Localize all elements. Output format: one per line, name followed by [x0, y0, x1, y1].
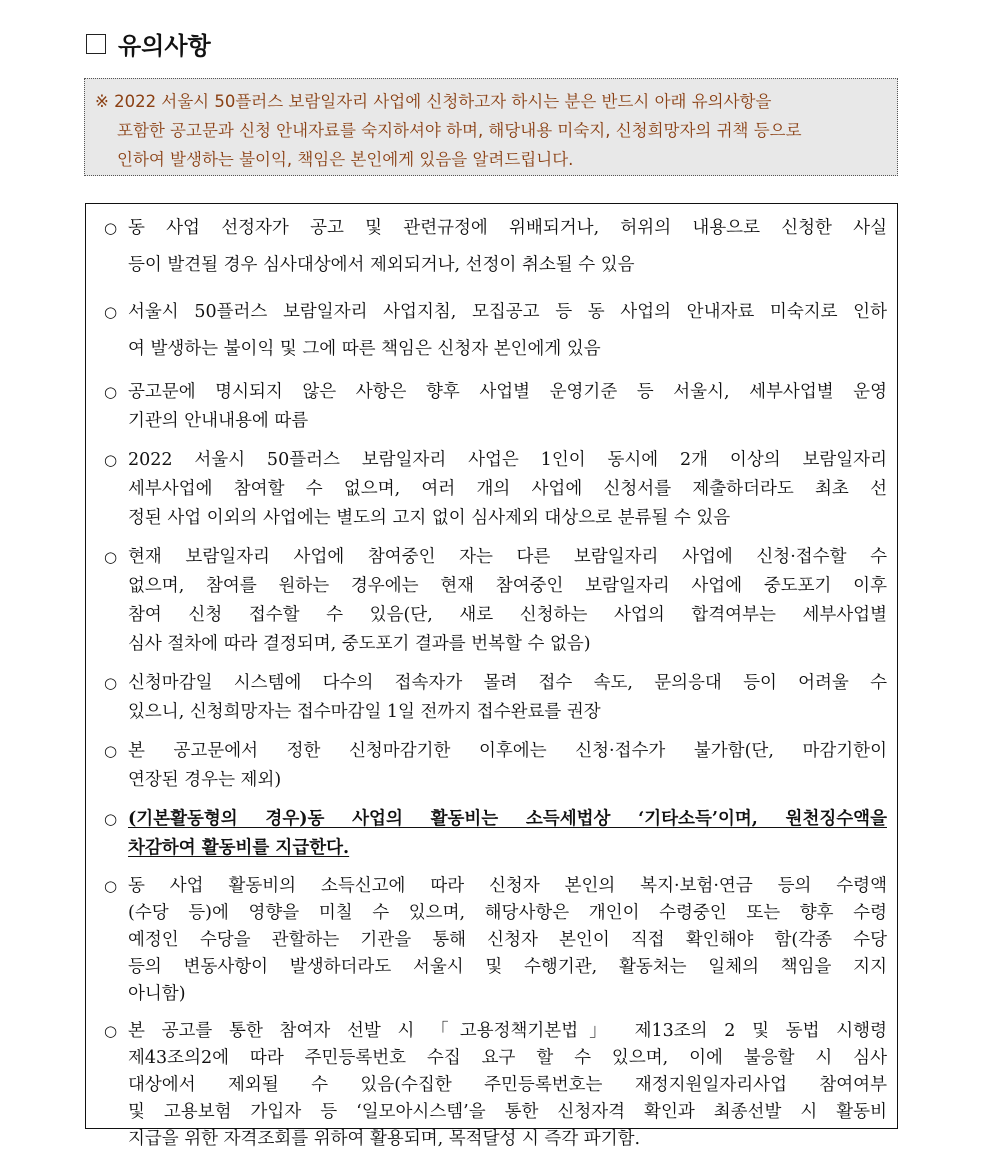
item-line: 정된 사업 이외의 사업에는 별도의 고지 없이 심사제외 대상으로 분류될 수 있음: [128, 508, 731, 528]
notice-line: ※ 2022 서울시 50플러스 보람일자리 사업에 신청하고자 하시는 분은 반드시 아래 유의사항을: [95, 92, 772, 111]
item-line: 대상에서 제외될 수 있음(수집한 주민등록번호는 재정지원일자리사업 참여여부: [128, 1075, 887, 1095]
item-line: 현재 보람일자리 사업에 참여중인 자는 다른 보람일자리 사업에 신청·접수할 수: [128, 547, 887, 567]
item-line: 제43조의2에 따라 주민등록번호 수집 요구 할 수 있으며, 이에 불응할 시 심사: [128, 1048, 887, 1068]
list-item: [104, 446, 887, 533]
list-item: [104, 669, 887, 727]
item-line: 있으니, 신청희망자는 접수마감일 1일 전까지 접수완료를 권장: [128, 702, 601, 722]
item-line: 아니함): [128, 984, 186, 1004]
notice-line: 포함한 공고문과 신청 안내자료를 숙지하셔야 하며, 해당내용 미숙지, 신청희망자의 귀책 등으로: [117, 121, 802, 140]
circle-bullet-icon: ○: [104, 1022, 118, 1040]
item-line: 지급을 위한 자격조회를 위하여 활용되며, 목적달성 시 즉각 파기함.: [128, 1129, 641, 1149]
item-line: 신청마감일 시스템에 다수의 접속자가 몰려 접수 속도, 문의응대 등이 어려울 수: [128, 673, 887, 693]
item-line: 본 공고문에서 정한 신청마감기한 이후에는 신청·접수가 불가함(단, 마감기한이: [128, 741, 887, 761]
empty-square-icon: [86, 34, 106, 54]
precautions-list: [85, 203, 898, 1149]
list-item: [104, 737, 887, 795]
circle-bullet-icon: ○: [104, 877, 118, 895]
item-line: 기관의 안내내용에 따름: [128, 411, 309, 431]
item-line: 예정인 수당을 관할하는 기관을 통해 신청자 본인이 직접 확인해야 함(각종 수당: [128, 930, 887, 950]
circle-bullet-icon: ○: [104, 742, 118, 760]
item-line: 본 공고를 통한 참여자 선발 시 「고용정책기본법」 제13조의 2 및 동법 시행령: [128, 1021, 887, 1041]
item-line: 세부사업에 참여할 수 없으며, 여러 개의 사업에 신청서를 제출하더라도 최초 선: [128, 479, 887, 499]
section-heading: [86, 26, 211, 61]
item-line: 서울시 50플러스 보람일자리 사업지침, 모집공고 등 동 사업의 안내자료 미숙지로 인하: [128, 302, 887, 322]
item-line: 및 고용보험 가입자 등 ‘일모아시스템’을 통한 신청자격 확인과 최종선발 시 활동비: [128, 1102, 887, 1122]
circle-bullet-icon: ○: [104, 383, 118, 401]
item-line: 차감하여 활동비를 지급한다.: [128, 838, 350, 858]
list-item: [104, 1018, 887, 1153]
item-line: 등의 변동사항이 발생하더라도 서울시 및 수행기관, 활동처는 일체의 책임을 지지: [128, 957, 887, 977]
item-line: 공고문에 명시되지 않은 사항은 향후 사업별 운영기준 등 서울시, 세부사업별 운영: [128, 382, 887, 402]
circle-bullet-icon: ○: [104, 674, 118, 692]
list-item: [104, 543, 887, 659]
list-item: [104, 210, 887, 284]
list-item: [104, 873, 887, 1008]
item-line: 없으며, 참여를 원하는 경우에는 현재 참여중인 보람일자리 사업에 중도포기 이후: [128, 576, 887, 596]
item-line: 2022 서울시 50플러스 보람일자리 사업은 1인이 동시에 2개 이상의 보람일자리: [128, 450, 887, 470]
list-item: [104, 378, 887, 436]
circle-bullet-icon: ○: [104, 303, 118, 321]
item-line: (수당 등)에 영향을 미칠 수 있으며, 해당사항은 개인이 수령중인 또는 향후 수령: [128, 903, 887, 923]
section-title: 유의사항: [118, 32, 211, 60]
item-line: 참여 신청 접수할 수 있음(단, 새로 신청하는 사업의 합격여부는 세부사업별: [128, 605, 887, 625]
item-line: 연장된 경우는 제외): [128, 770, 282, 790]
item-line: 여 발생하는 불이익 및 그에 따른 책임은 신청자 본인에게 있음: [128, 339, 601, 359]
item-line: (기본활동형의 경우)동 사업의 활동비는 소득세법상 ‘기타소득’이며, 원천징수액을: [128, 809, 887, 829]
notice-line: 인하여 발생하는 불이익, 책임은 본인에게 있음을 알려드립니다.: [117, 150, 574, 169]
item-line: 등이 발견될 경우 심사대상에서 제외되거나, 선정이 취소될 수 있음: [128, 255, 635, 275]
circle-bullet-icon: ○: [104, 451, 118, 469]
item-line: 동 사업 선정자가 공고 및 관련규정에 위배되거나, 허위의 내용으로 신청한 사실: [128, 218, 887, 238]
item-line: 동 사업 활동비의 소득신고에 따라 신청자 본인의 복지·보험·연금 등의 수령액: [128, 876, 887, 896]
list-item: [104, 294, 887, 368]
circle-bullet-icon: ○: [104, 219, 118, 237]
notice-box: [84, 78, 898, 176]
list-item-emphasized: [104, 805, 887, 863]
item-line: 심사 절차에 따라 결정되며, 중도포기 결과를 번복할 수 없음): [128, 634, 591, 654]
circle-bullet-icon: ○: [104, 810, 118, 828]
circle-bullet-icon: ○: [104, 548, 118, 566]
